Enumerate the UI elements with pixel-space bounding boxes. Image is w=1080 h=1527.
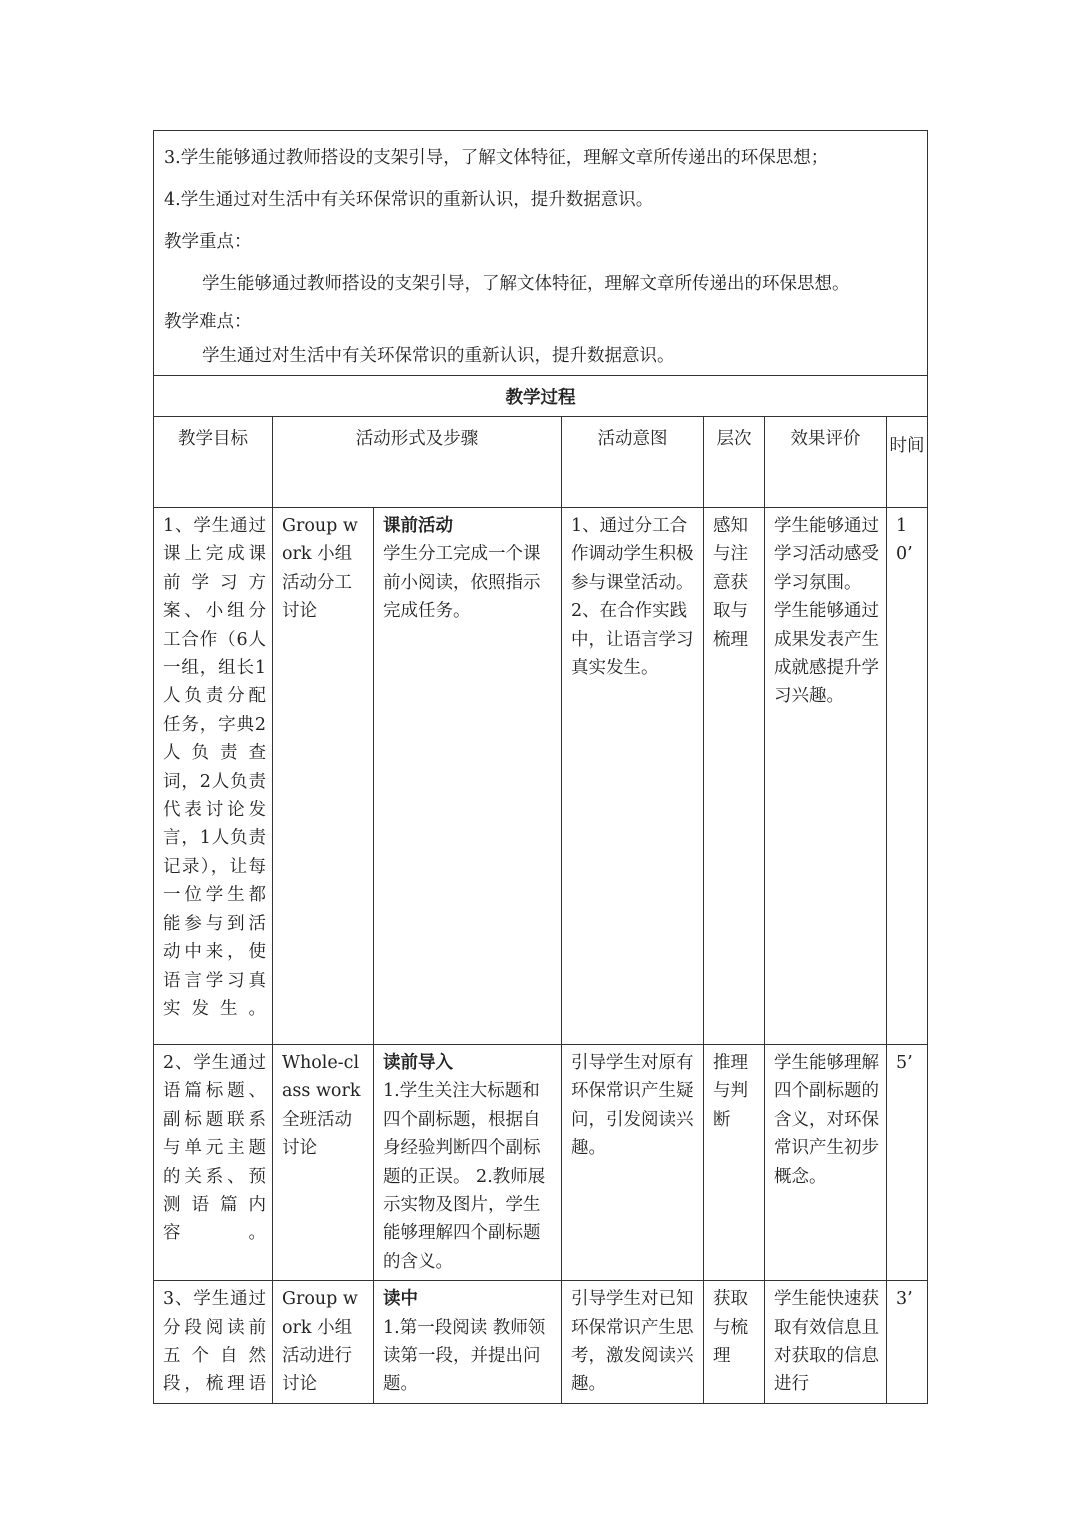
header-level: 层次: [704, 417, 765, 508]
goal-cell: 1、学生通过课上完成课前学习方案、小组分工合作（6人一组，组长1人负责分配任务，字典2人负责查词，2人负责代表讨论发言，1人负责记录），让每一位学生都能参与到活动中来，使语言学习真实发生。: [154, 508, 273, 1045]
form-cell: Whole-class work 全班活动讨论: [273, 1045, 374, 1281]
header-time: [887, 417, 928, 508]
intro-cell: [154, 131, 928, 376]
key-point-text: 学生能够通过教师搭设的支架引导，了解文体特征，理解文章所传递出的环保思想。: [202, 274, 850, 294]
evaluation-cell: 学生能快速获取有效信息且对获取的信息进行: [765, 1281, 887, 1404]
lesson-plan-table: [153, 130, 928, 1404]
step-title: 读前导入: [383, 1053, 453, 1073]
intent-cell: 引导学生对原有环保常识产生疑问，引发阅读兴趣。: [562, 1045, 704, 1281]
difficulty-text: 学生通过对生活中有关环保常识的重新认识，提升数据意识。: [202, 346, 675, 366]
evaluation-cell: 学生能够理解四个副标题的含义，对环保常识产生初步概念。: [765, 1045, 887, 1281]
objective-3: 3.学生能够通过教师搭设的支架引导，了解文体特征，理解文章所传递出的环保思想；: [164, 148, 829, 168]
step-title: 课前活动: [383, 516, 453, 536]
header-goal: 教学目标: [154, 417, 273, 508]
process-title-row: [154, 376, 928, 417]
difficulty-label: 教学难点：: [164, 312, 252, 332]
process-title: 教学过程: [154, 376, 928, 417]
intro-row: [154, 131, 928, 376]
intent-cell: 1、通过分工合作调动学生积极参与课堂活动。 2、在合作实践中，让语言学习真实发生。: [562, 508, 704, 1045]
table-row: [154, 508, 928, 1045]
header-time-text: 时间: [889, 436, 925, 456]
form-cell: Group work 小组活动进行讨论: [273, 1281, 374, 1404]
evaluation-cell: 学生能够通过学习活动感受学习氛围。 学生能够通过成果发表产生成就感提升学习兴趣。: [765, 508, 887, 1045]
time-cell: 10’: [887, 508, 928, 1045]
step-title: 读中: [383, 1289, 418, 1310]
key-point-label: 教学重点：: [164, 232, 252, 252]
header-activity: 活动形式及步骤: [273, 417, 562, 508]
level-cell: 感知与注意获取与梳理: [704, 508, 765, 1045]
level-cell: 推理与判断: [704, 1045, 765, 1281]
time-cell: 3’: [887, 1281, 928, 1404]
header-row: [154, 417, 928, 508]
header-evaluation: 效果评价: [765, 417, 887, 508]
form-cell: Group work 小组活动分工讨论: [273, 508, 374, 1045]
goal-cell: 2、学生通过语篇标题、副标题联系与单元主题的关系、预测语篇内容。: [154, 1045, 273, 1281]
table-row: [154, 1281, 928, 1404]
step-body: 1.第一段阅读 教师领读第一段，并提出问题。: [383, 1317, 546, 1395]
intent-cell: 引导学生对已知环保常识产生思考，激发阅读兴趣。: [562, 1281, 704, 1404]
goal-cell: 3、学生通过分段阅读前五个自然段，梳理语: [154, 1281, 273, 1404]
objective-4: 4.学生通过对生活中有关环保常识的重新认识，提升数据意识。: [164, 190, 654, 210]
step-cell: [374, 1281, 562, 1404]
time-cell: 5’: [887, 1045, 928, 1281]
step-cell: [374, 1045, 562, 1281]
level-cell: 获取与梳理: [704, 1281, 765, 1404]
step-body: 学生分工完成一个课前小阅读，依照指示完成任务。: [383, 544, 541, 622]
table-row: [154, 1045, 928, 1281]
header-intent: 活动意图: [562, 417, 704, 508]
step-body: 1.学生关注大标题和四个副标题，根据自身经验判断四个副标题的正误。 2.教师展示实物及图片，学生能够理解四个副标题的含义。: [383, 1081, 546, 1272]
step-cell: [374, 508, 562, 1045]
